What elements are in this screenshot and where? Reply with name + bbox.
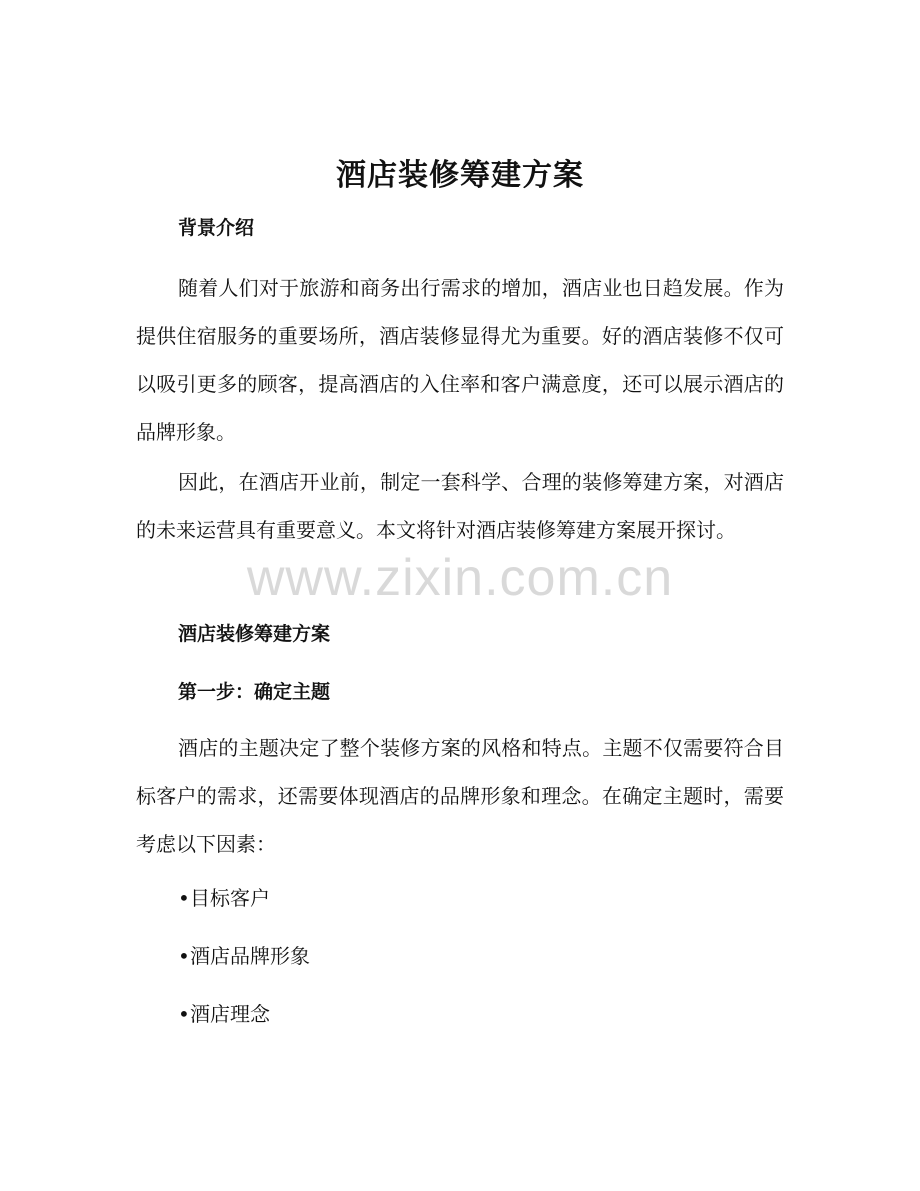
paragraph-background-1: 随着人们对于旅游和商务出行需求的增加，酒店业也日趋发展。作为提供住宿服务的重要场所，酒店装修显得尤为重要。好的酒店装修不仅可以吸引更多的顾客，提高酒店的入住率和客户满意度，还可以展示酒店的品牌形象。 xyxy=(136,276,784,444)
section-heading-plan: 酒店装修筹建方案 xyxy=(178,623,331,645)
bullet-dot: • xyxy=(178,944,190,968)
bullet-item xyxy=(178,999,270,1029)
paragraph-background-2: 因此，在酒店开业前，制定一套科学、合理的装修筹建方案，对酒店的未来运营具有重要意义。本文将针对酒店装修筹建方案展开探讨。 xyxy=(136,470,784,542)
document-title: 酒店装修筹建方案 xyxy=(336,158,584,193)
bullet-text: 酒店理念 xyxy=(190,1002,270,1026)
bullet-text: 目标客户 xyxy=(190,886,270,910)
bullet-item xyxy=(178,883,270,913)
watermark: www.zixin.com.cn xyxy=(246,549,674,607)
bullet-dot: • xyxy=(178,1002,190,1026)
bullet-text: 酒店品牌形象 xyxy=(190,944,310,968)
section-heading-background: 背景介绍 xyxy=(178,217,255,239)
step-heading-1: 第一步：确定主题 xyxy=(178,681,331,703)
bullet-item xyxy=(178,941,310,971)
bullet-dot: • xyxy=(178,886,190,910)
paragraph-step-1: 酒店的主题决定了整个装修方案的风格和特点。主题不仅需要符合目标客户的需求，还需要体现酒店的品牌形象和理念。在确定主题时，需要考虑以下因素： xyxy=(136,736,784,856)
